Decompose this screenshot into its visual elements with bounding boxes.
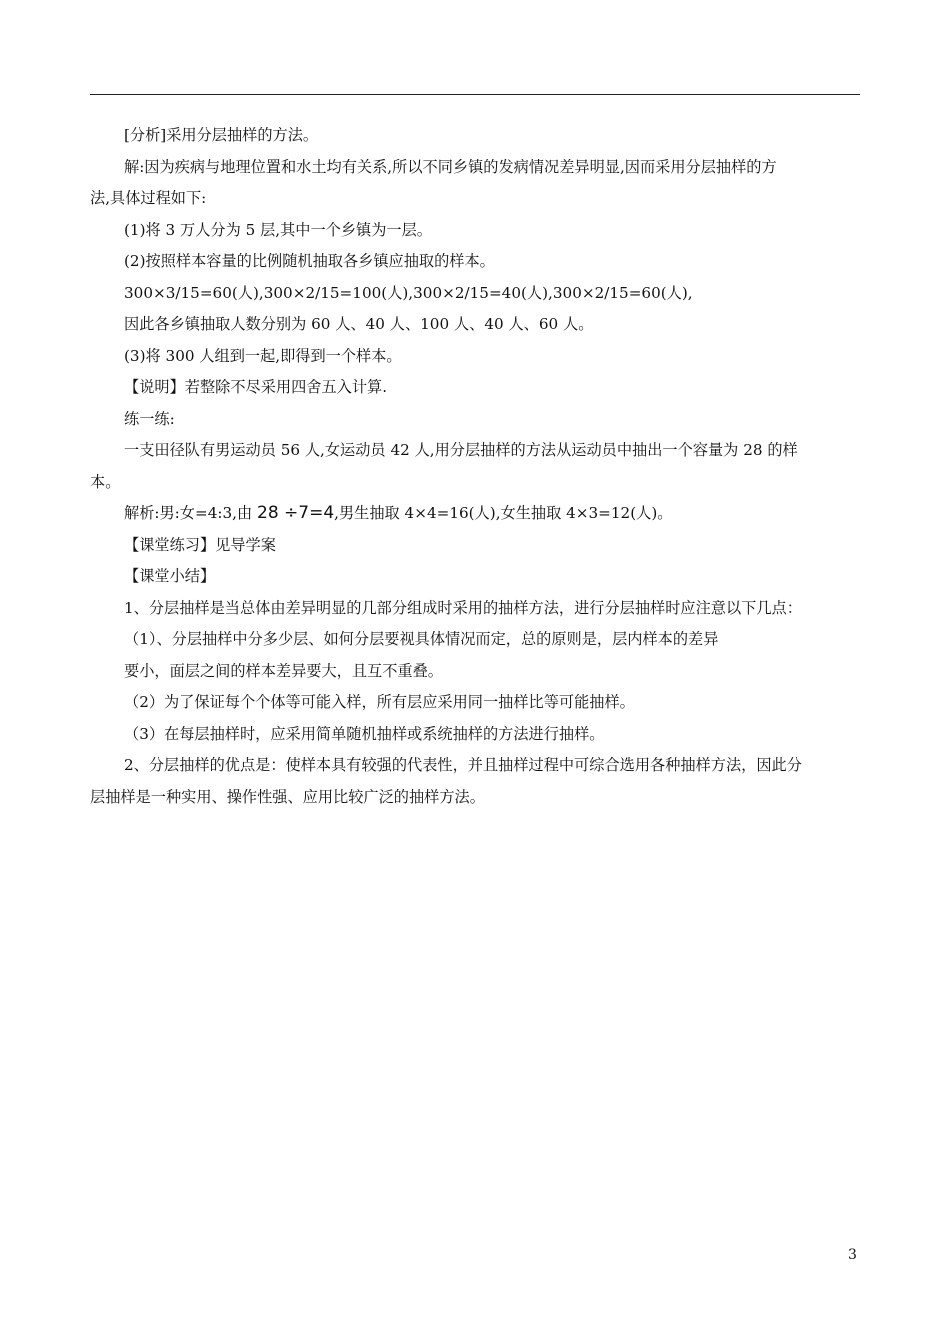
solution-line-cont: 法,具体过程如下: [90, 189, 207, 207]
step-1: (1)将 3 万人分为 5 层,其中一个乡镇为一层。 [124, 220, 432, 239]
result-line: 因此各乡镇抽取人数分别为 60 人、40 人、100 人、40 人、60 人。 [124, 315, 594, 333]
exercise-heading: 练一练: [124, 409, 175, 428]
step-2: (2)按照样本容量的比例随机抽取各乡镇应抽取的样本。 [124, 252, 495, 270]
exercise-question: 一支田径队有男运动员 56 人,女运动员 42 人,用分层抽样的方法从运动员中抽出一个容量为 28 的样 [124, 441, 798, 459]
division-formula: 28 ÷7=4 [257, 503, 335, 523]
summary-subpoint-3: （3）在每层抽样时，应采用简单随机抽样或系统抽样的方法进行抽样。 [124, 724, 605, 743]
exercise-solution [90, 498, 862, 530]
solution-suffix: ,男生抽取 4×4=16(人),女生抽取 4×3=12(人)。 [334, 504, 673, 522]
step-3: (3)将 300 人组到一起,即得到一个样本。 [124, 346, 402, 365]
summary-heading: 【课堂小结】 [124, 567, 216, 585]
summary-point-2-cont: 层抽样是一种实用、操作性强、应用比较广泛的抽样方法。 [90, 787, 485, 806]
summary-point-1: 1、分层抽样是当总体由差异明显的几部分组成时采用的抽样方法，进行分层抽样时应注意以下几点： [124, 598, 802, 617]
analysis-line: [分析]采用分层抽样的方法。 [124, 126, 319, 144]
page-number: 3 [848, 1247, 857, 1263]
note-line: 【说明】若整除不尽采用四舍五入计算. [124, 378, 388, 396]
solution-line: 解:因为疾病与地理位置和水土均有关系,所以不同乡镇的发病情况差异明显,因而采用分层抽样的方 [124, 157, 777, 176]
exercise-question-cont: 本。 [90, 472, 121, 491]
header-rule [90, 94, 860, 95]
summary-subpoint-1: （1）、分层抽样中分多少层、如何分层要视具体情况而定，总的原则是，层内样本的差异 [124, 630, 719, 648]
solution-prefix: 解析:男:女=4:3,由 [124, 504, 257, 522]
document-body [90, 120, 862, 813]
summary-subpoint-1-cont: 要小，面层之间的样本差异要大，且互不重叠。 [124, 661, 443, 680]
summary-point-2: 2、分层抽样的优点是：使样本具有较强的代表性，并且抽样过程中可综合选用各种抽样方法，因此分 [124, 756, 802, 774]
calculation-line: 300×3/15=60(人),300×2/15=100(人),300×2/15=40(人),300×2/15=60(人), [124, 283, 693, 302]
summary-subpoint-2: （2）为了保证每个个体等可能入样，所有层应采用同一抽样比等可能抽样。 [124, 693, 635, 711]
practice-heading: 【课堂练习】见导学案 [124, 535, 276, 554]
